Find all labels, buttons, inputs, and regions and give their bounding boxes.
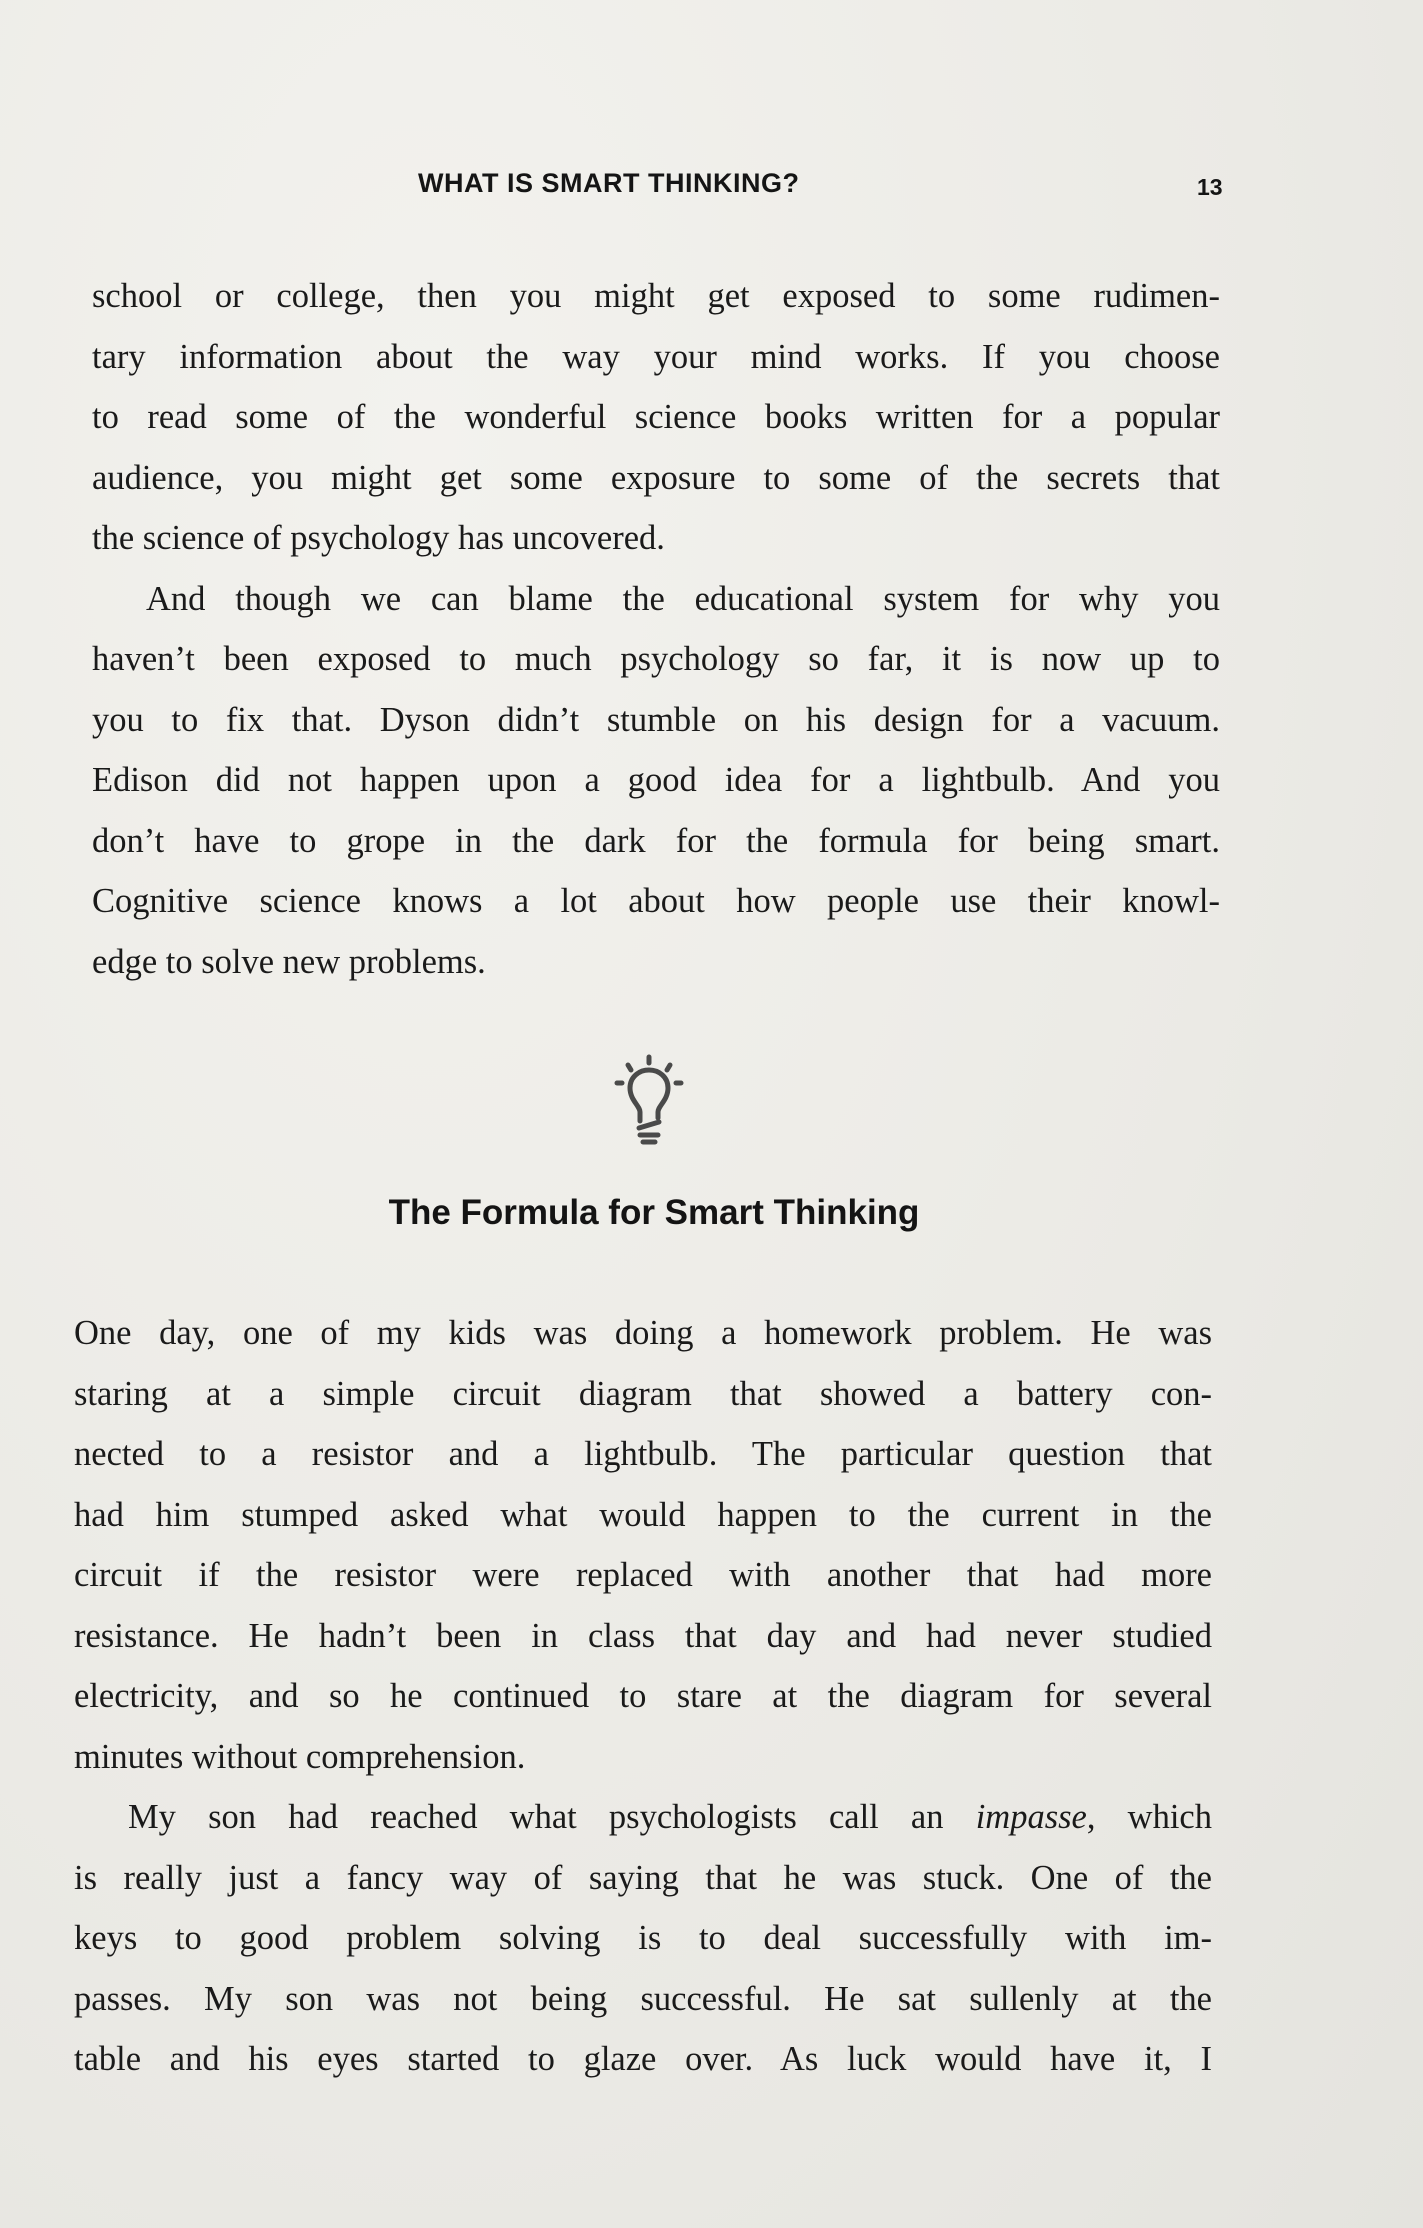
text-line: passes. My son was not being successful. He sat sullenly at the (74, 1979, 1212, 2018)
text-line: circuit if the resistor were replaced with another that had more (74, 1556, 1212, 1594)
text-line: the science of psychology has uncovered. (92, 519, 665, 557)
text-line: to read some of the wonderful science books written for a popular (92, 398, 1220, 436)
text-line: is really just a fancy way of saying that he was stuck. One of the (74, 1858, 1212, 1897)
text-line: tary information about the way your mind works. If you choose (92, 337, 1220, 376)
text-line: haven’t been exposed to much psychology so far, it is now up to (92, 640, 1220, 678)
text-line: Cognitive science knows a lot about how people use their knowl- (92, 882, 1220, 920)
text-line: audience, you might get some exposure to some of the secrets that (92, 458, 1220, 497)
text-line: electricity, and so he continued to stare at the diagram for several (74, 1677, 1212, 1715)
section-heading: The Formula for Smart Thinking (388, 1193, 920, 1232)
text-line: Edison did not happen upon a good idea for a lightbulb. And you (92, 761, 1220, 799)
text-line: edge to solve new problems. (92, 942, 486, 981)
paragraph (74, 1303, 1212, 1787)
text-line: staring at a simple circuit diagram that showed a battery con- (74, 1374, 1212, 1413)
text-line: keys to good problem solving is to deal successfully with im- (74, 1919, 1212, 1957)
page-number: 13 (1197, 174, 1223, 200)
text-line: you to fix that. Dyson didn’t stumble on his design for a vacuum. (92, 700, 1220, 739)
text-line: resistance. He hadn’t been in class that day and had never studied (74, 1616, 1212, 1655)
text-line: And though we can blame the educational system for why you (146, 579, 1220, 618)
text-line: school or college, then you might get exposed to some rudimen- (92, 277, 1220, 315)
section-formula-text (74, 1303, 1212, 2090)
section-intro-text (92, 266, 1220, 992)
text-segment: , which (1086, 1798, 1212, 1836)
text-line: had him stumped asked what would happen to the current in the (74, 1495, 1212, 1534)
text-segment: My son had reached what psychologists call an (128, 1798, 976, 1836)
running-head-title: WHAT IS SMART THINKING? (418, 168, 800, 198)
lightbulb-icon (612, 1054, 686, 1154)
text-line: One day, one of my kids was doing a homework problem. He was (74, 1314, 1212, 1352)
text-line: table and his eyes started to glaze over. As luck would have it, I (74, 2040, 1212, 2078)
text-line: nected to a resistor and a lightbulb. The particular question that (74, 1435, 1212, 1473)
italic-term: impasse (975, 1798, 1087, 1836)
paragraph (74, 1787, 1212, 2090)
text-line: don’t have to grope in the dark for the formula for being smart. (92, 821, 1220, 860)
paragraph (92, 569, 1220, 993)
text-line: minutes without comprehension. (74, 1737, 526, 1776)
paragraph (92, 266, 1220, 569)
text-line (74, 1787, 1212, 1848)
